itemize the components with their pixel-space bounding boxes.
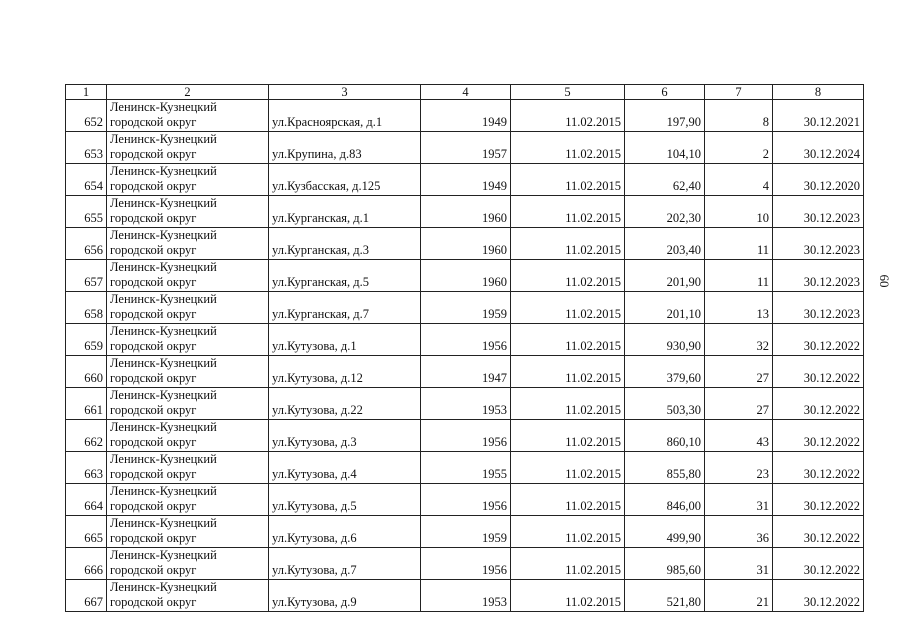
date-cell: 11.02.2015 [511,132,625,164]
flats-count-cell: 13 [705,292,773,324]
area-cell: 201,10 [625,292,705,324]
municipality-type-line: городской округ [110,147,197,161]
municipality-type-line: городской округ [110,371,197,385]
table-body [66,100,864,612]
address-cell: ул.Курганская, д.3 [269,228,421,260]
column-header: 6 [625,85,705,100]
deadline-cell: 30.12.2023 [773,292,864,324]
flats-count-cell: 11 [705,260,773,292]
deadline-cell: 30.12.2024 [773,132,864,164]
row-number-cell: 652 [66,100,107,132]
year-built-cell: 1960 [421,260,511,292]
date-cell: 11.02.2015 [511,516,625,548]
year-built-cell: 1960 [421,196,511,228]
municipality-type-line: городской округ [110,595,197,609]
area-cell: 104,10 [625,132,705,164]
deadline-cell: 30.12.2023 [773,196,864,228]
area-cell: 197,90 [625,100,705,132]
flats-count-cell: 36 [705,516,773,548]
column-header: 1 [66,85,107,100]
date-cell: 11.02.2015 [511,228,625,260]
table-row [66,132,864,164]
deadline-cell: 30.12.2022 [773,356,864,388]
table-row [66,580,864,612]
year-built-cell: 1960 [421,228,511,260]
date-cell: 11.02.2015 [511,324,625,356]
flats-count-cell: 21 [705,580,773,612]
municipality-cell [107,292,269,324]
municipality-cell [107,452,269,484]
date-cell: 11.02.2015 [511,164,625,196]
municipality-type-line: городской округ [110,115,197,129]
flats-count-cell: 8 [705,100,773,132]
address-cell: ул.Кутузова, д.4 [269,452,421,484]
date-cell: 11.02.2015 [511,452,625,484]
flats-count-cell: 11 [705,228,773,260]
table-row [66,100,864,132]
municipality-type-line: городской округ [110,339,197,353]
area-cell: 203,40 [625,228,705,260]
area-cell: 930,90 [625,324,705,356]
year-built-cell: 1959 [421,516,511,548]
municipality-name-line: Ленинск-Кузнецкий [110,292,217,306]
year-built-cell: 1947 [421,356,511,388]
flats-count-cell: 31 [705,484,773,516]
deadline-cell: 30.12.2023 [773,260,864,292]
municipality-cell [107,228,269,260]
column-number-row [66,85,864,100]
table-row [66,420,864,452]
row-number-cell: 667 [66,580,107,612]
municipality-cell [107,420,269,452]
table-row [66,324,864,356]
row-number-cell: 653 [66,132,107,164]
deadline-cell: 30.12.2022 [773,580,864,612]
deadline-cell: 30.12.2020 [773,164,864,196]
table-row [66,516,864,548]
deadline-cell: 30.12.2022 [773,324,864,356]
flats-count-cell: 2 [705,132,773,164]
table-row [66,164,864,196]
municipality-name-line: Ленинск-Кузнецкий [110,484,217,498]
municipality-name-line: Ленинск-Кузнецкий [110,356,217,370]
column-header: 7 [705,85,773,100]
municipality-name-line: Ленинск-Кузнецкий [110,452,217,466]
municipality-type-line: городской округ [110,531,197,545]
municipality-cell [107,164,269,196]
municipality-cell [107,356,269,388]
area-cell: 855,80 [625,452,705,484]
column-header: 4 [421,85,511,100]
date-cell: 11.02.2015 [511,484,625,516]
municipality-cell [107,388,269,420]
address-cell: ул.Курганская, д.5 [269,260,421,292]
year-built-cell: 1955 [421,452,511,484]
area-cell: 202,30 [625,196,705,228]
column-header: 8 [773,85,864,100]
municipality-name-line: Ленинск-Кузнецкий [110,132,217,146]
date-cell: 11.02.2015 [511,196,625,228]
municipality-name-line: Ленинск-Кузнецкий [110,228,217,242]
municipality-type-line: городской округ [110,275,197,289]
area-cell: 503,30 [625,388,705,420]
address-cell: ул.Красноярская, д.1 [269,100,421,132]
table-row [66,356,864,388]
address-cell: ул.Курганская, д.1 [269,196,421,228]
municipality-type-line: городской округ [110,467,197,481]
row-number-cell: 662 [66,420,107,452]
year-built-cell: 1949 [421,164,511,196]
column-header: 3 [269,85,421,100]
municipality-name-line: Ленинск-Кузнецкий [110,516,217,530]
row-number-cell: 664 [66,484,107,516]
area-cell: 379,60 [625,356,705,388]
address-cell: ул.Крупина, д.83 [269,132,421,164]
flats-count-cell: 32 [705,324,773,356]
address-cell: ул.Курганская, д.7 [269,292,421,324]
flats-count-cell: 4 [705,164,773,196]
year-built-cell: 1956 [421,484,511,516]
municipality-type-line: городской округ [110,499,197,513]
municipality-name-line: Ленинск-Кузнецкий [110,196,217,210]
municipality-cell [107,580,269,612]
date-cell: 11.02.2015 [511,548,625,580]
deadline-cell: 30.12.2022 [773,516,864,548]
municipality-name-line: Ленинск-Кузнецкий [110,100,217,114]
column-header: 2 [107,85,269,100]
date-cell: 11.02.2015 [511,388,625,420]
row-number-cell: 654 [66,164,107,196]
area-cell: 499,90 [625,516,705,548]
municipality-name-line: Ленинск-Кузнецкий [110,548,217,562]
address-cell: ул.Кутузова, д.9 [269,580,421,612]
municipality-type-line: городской округ [110,211,197,225]
row-number-cell: 660 [66,356,107,388]
municipality-type-line: городской округ [110,307,197,321]
table-row [66,196,864,228]
municipality-name-line: Ленинск-Кузнецкий [110,324,217,338]
municipality-cell [107,260,269,292]
deadline-cell: 30.12.2022 [773,388,864,420]
municipality-cell [107,100,269,132]
deadline-cell: 30.12.2022 [773,420,864,452]
area-cell: 860,10 [625,420,705,452]
municipality-cell [107,548,269,580]
year-built-cell: 1956 [421,324,511,356]
year-built-cell: 1949 [421,100,511,132]
area-cell: 62,40 [625,164,705,196]
municipality-type-line: городской округ [110,179,197,193]
row-number-cell: 663 [66,452,107,484]
table-row [66,548,864,580]
flats-count-cell: 27 [705,388,773,420]
year-built-cell: 1953 [421,580,511,612]
municipality-type-line: городской округ [110,435,197,449]
address-cell: ул.Кутузова, д.12 [269,356,421,388]
address-cell: ул.Кутузова, д.22 [269,388,421,420]
row-number-cell: 661 [66,388,107,420]
area-cell: 846,00 [625,484,705,516]
municipality-cell [107,324,269,356]
deadline-cell: 30.12.2022 [773,452,864,484]
flats-count-cell: 10 [705,196,773,228]
address-cell: ул.Кутузова, д.3 [269,420,421,452]
municipality-name-line: Ленинск-Кузнецкий [110,580,217,594]
flats-count-cell: 23 [705,452,773,484]
housing-registry-table [65,84,864,612]
municipality-type-line: городской округ [110,563,197,577]
row-number-cell: 665 [66,516,107,548]
flats-count-cell: 27 [705,356,773,388]
address-cell: ул.Кутузова, д.1 [269,324,421,356]
year-built-cell: 1956 [421,420,511,452]
year-built-cell: 1957 [421,132,511,164]
area-cell: 521,80 [625,580,705,612]
flats-count-cell: 31 [705,548,773,580]
date-cell: 11.02.2015 [511,100,625,132]
row-number-cell: 656 [66,228,107,260]
row-number-cell: 657 [66,260,107,292]
deadline-cell: 30.12.2022 [773,548,864,580]
address-cell: ул.Кузбасская, д.125 [269,164,421,196]
column-header: 5 [511,85,625,100]
year-built-cell: 1956 [421,548,511,580]
date-cell: 11.02.2015 [511,260,625,292]
table-row [66,484,864,516]
municipality-cell [107,516,269,548]
municipality-cell [107,196,269,228]
table-row [66,452,864,484]
municipality-name-line: Ленинск-Кузнецкий [110,388,217,402]
address-cell: ул.Кутузова, д.5 [269,484,421,516]
municipality-name-line: Ленинск-Кузнецкий [110,260,217,274]
date-cell: 11.02.2015 [511,420,625,452]
table-row [66,388,864,420]
table-row [66,228,864,260]
municipality-type-line: городской округ [110,403,197,417]
year-built-cell: 1959 [421,292,511,324]
address-cell: ул.Кутузова, д.6 [269,516,421,548]
municipality-cell [107,484,269,516]
address-cell: ул.Кутузова, д.7 [269,548,421,580]
table-row [66,260,864,292]
row-number-cell: 658 [66,292,107,324]
date-cell: 11.02.2015 [511,356,625,388]
deadline-cell: 30.12.2021 [773,100,864,132]
municipality-name-line: Ленинск-Кузнецкий [110,420,217,434]
deadline-cell: 30.12.2023 [773,228,864,260]
page-number: 60 [877,274,892,288]
area-cell: 985,60 [625,548,705,580]
area-cell: 201,90 [625,260,705,292]
flats-count-cell: 43 [705,420,773,452]
deadline-cell: 30.12.2022 [773,484,864,516]
row-number-cell: 655 [66,196,107,228]
date-cell: 11.02.2015 [511,292,625,324]
date-cell: 11.02.2015 [511,580,625,612]
municipality-cell [107,132,269,164]
table-row [66,292,864,324]
municipality-type-line: городской округ [110,243,197,257]
municipality-name-line: Ленинск-Кузнецкий [110,164,217,178]
year-built-cell: 1953 [421,388,511,420]
row-number-cell: 659 [66,324,107,356]
row-number-cell: 666 [66,548,107,580]
